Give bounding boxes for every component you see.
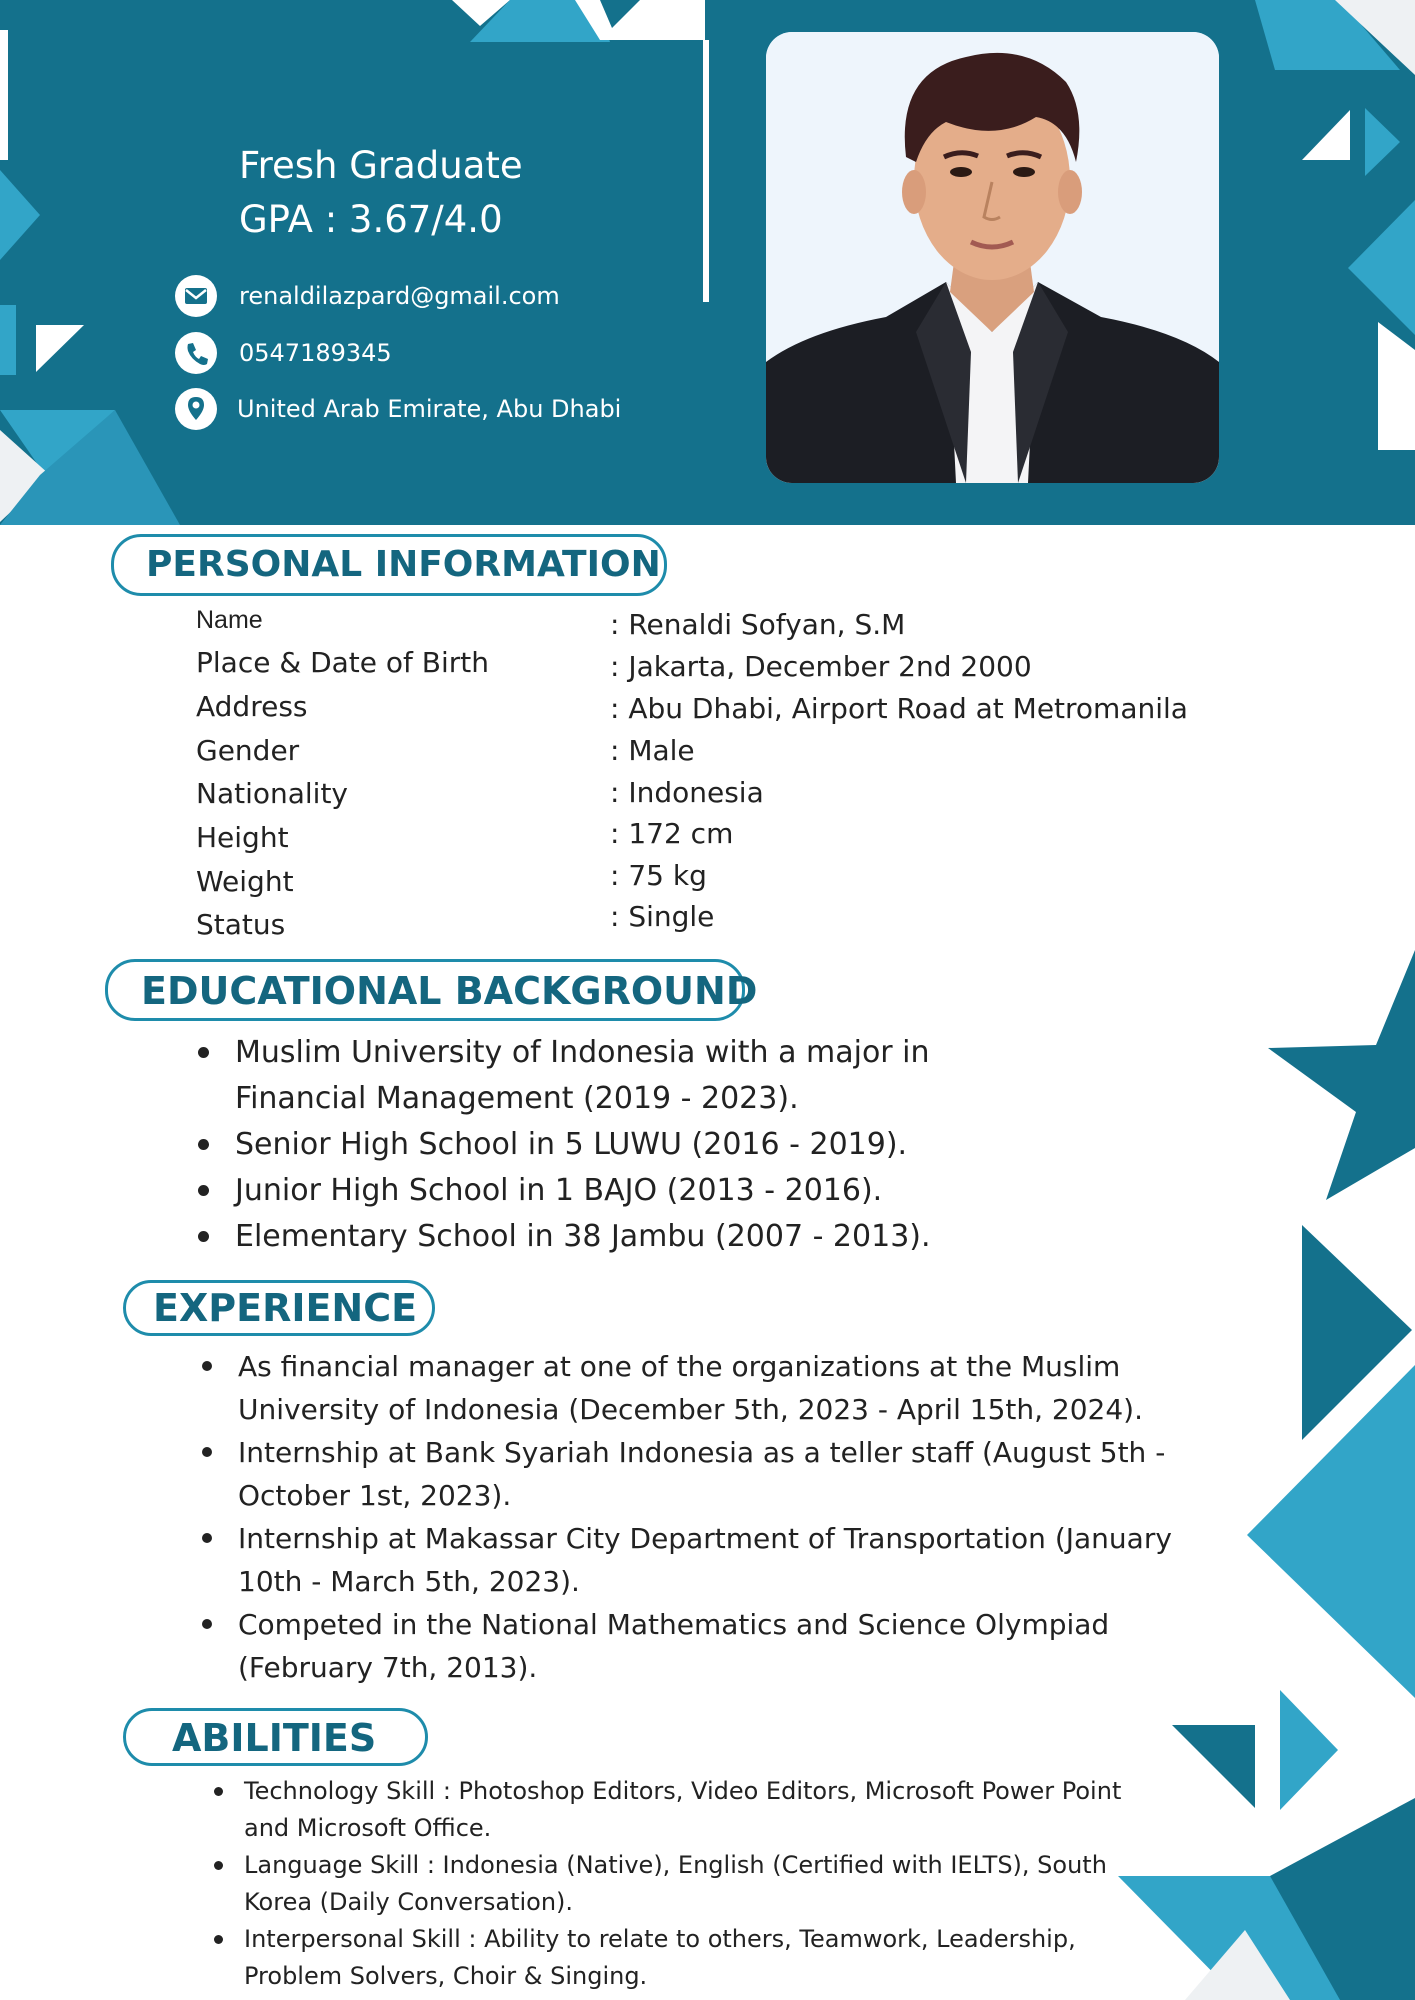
deco-star	[1268, 950, 1415, 1200]
info-row-nationality	[196, 772, 1196, 814]
list-item: Junior High School in 1 BAJO (2013 - 2016).	[198, 1168, 978, 1214]
info-value: : 172 cm	[610, 817, 734, 850]
abilities-title: ABILITIES	[172, 1716, 377, 1760]
experience-list	[202, 1345, 1224, 1689]
deco-white-bar	[0, 30, 8, 160]
info-value: : Male	[610, 734, 695, 767]
deco-triangle	[0, 305, 16, 375]
list-item: Competed in the National Mathematics and Science Olympiad (February 7th, 2013).	[202, 1603, 1224, 1689]
deco-triangle	[1348, 200, 1415, 335]
info-label: Weight	[196, 865, 294, 898]
list-item: Language Skill : Indonesia (Native), English (Certified with IELTS), South Korea (Daily Conversation).	[214, 1847, 1144, 1921]
info-row-weight	[196, 856, 1196, 898]
list-item: Internship at Bank Syariah Indonesia as a teller staff (August 5th - October 1st, 2023).	[202, 1431, 1224, 1517]
info-row-address	[196, 688, 1196, 730]
profile-photo	[766, 32, 1219, 483]
info-value: : Jakarta, December 2nd 2000	[610, 650, 1032, 683]
info-value: : Abu Dhabi, Airport Road at Metromanila	[610, 692, 1188, 725]
info-row-height	[196, 814, 1196, 856]
info-label: Status	[196, 908, 286, 941]
deco-triangle	[1247, 1365, 1415, 1698]
info-label: Gender	[196, 734, 300, 767]
info-value: : 75 kg	[610, 859, 707, 892]
list-item: Elementary School in 38 Jambu (2007 - 2013).	[198, 1214, 978, 1260]
personal-info-title: PERSONAL INFORMATION	[146, 544, 661, 585]
info-label: Height	[196, 821, 289, 854]
deco-triangle	[0, 170, 40, 260]
list-item: Interpersonal Skill : Ability to relate to others, Teamwork, Leadership, Problem Solvers, Choir & Singing.	[214, 1921, 1144, 1995]
deco-triangle	[1378, 322, 1415, 450]
deco-triangle	[1365, 108, 1400, 176]
info-value: : Indonesia	[610, 776, 764, 809]
info-value: : Single	[610, 900, 715, 933]
info-value: : Renaldi Sofyan, S.M	[610, 608, 906, 641]
education-title: EDUCATIONAL BACKGROUND	[141, 969, 758, 1013]
info-label: Name	[196, 606, 263, 634]
personal-info-table	[196, 604, 1196, 940]
headline-gpa: GPA : 3.67/4.0	[239, 198, 503, 241]
contact-phone[interactable]: 0547189345	[239, 339, 392, 367]
experience-title: EXPERIENCE	[153, 1286, 418, 1330]
deco-triangle	[1280, 1690, 1338, 1810]
email-icon	[175, 275, 217, 317]
contact-location: United Arab Emirate, Abu Dhabi	[237, 395, 622, 423]
contact-email[interactable]: renaldilazpard@gmail.com	[239, 282, 560, 310]
info-row-gender	[196, 730, 1196, 772]
list-item: Senior High School in 5 LUWU (2016 - 2019).	[198, 1122, 978, 1168]
info-label: Nationality	[196, 777, 349, 810]
headline-status: Fresh Graduate	[239, 144, 523, 187]
list-item: Technology Skill : Photoshop Editors, Video Editors, Microsoft Power Point and Microsoft Office.	[214, 1773, 1144, 1847]
list-item: As financial manager at one of the organizations at the Muslim University of Indonesia (December 5th, 2023 - April 15th, 2024).	[202, 1345, 1224, 1431]
list-item: Internship at Makassar City Department of Transportation (January 10th - March 5th, 2023).	[202, 1517, 1224, 1603]
info-row-birth	[196, 646, 1196, 688]
list-item: Muslim University of Indonesia with a major in Financial Management (2019 - 2023).	[198, 1030, 978, 1122]
info-row-status	[196, 898, 1196, 940]
phone-icon	[175, 332, 217, 374]
deco-triangle	[36, 325, 84, 372]
info-label: Place & Date of Birth	[196, 646, 490, 679]
header-divider	[703, 40, 709, 302]
deco-triangle	[1172, 1725, 1255, 1808]
abilities-list	[214, 1773, 1144, 1995]
location-pin-icon	[175, 388, 217, 430]
info-row-name	[196, 604, 1196, 646]
info-label: Address	[196, 690, 308, 723]
education-list	[198, 1030, 978, 1260]
